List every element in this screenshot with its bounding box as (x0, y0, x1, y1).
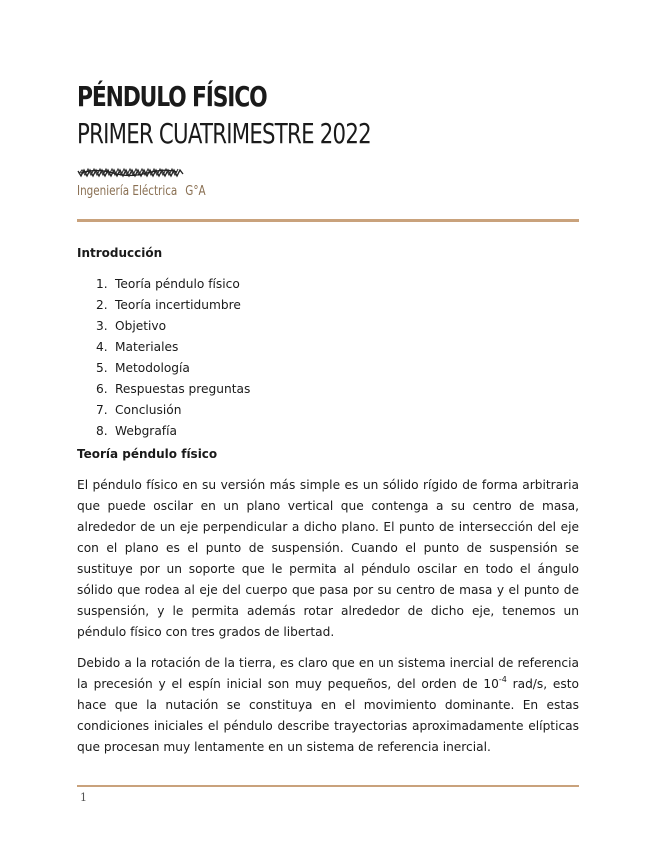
toc-item-number: 5. (96, 361, 108, 375)
introduction-heading: Introducción (77, 246, 163, 260)
toc-item (96, 400, 579, 421)
theory-heading: Teoría péndulo físico (77, 447, 218, 461)
redaction-scribble-icon (77, 165, 185, 179)
exponent: -4 (498, 674, 507, 684)
toc-item (96, 337, 579, 358)
toc-item-label: Objetivo (115, 319, 167, 333)
toc-item-number: 3. (96, 319, 108, 333)
toc-item (96, 421, 579, 442)
page-title: PÉNDULO FÍSICO (77, 80, 267, 113)
paragraph-text: Debido a la rotación de la tierra, es claro que en un sistema inercial de referencia la precesión y el espín inicial son muy pequeños, del orden de 10 (77, 656, 579, 691)
theory-paragraph-2 (77, 653, 579, 758)
toc-item-number: 7. (96, 403, 108, 417)
toc-item-label: Respuestas preguntas (115, 382, 251, 396)
toc-item-number: 2. (96, 298, 108, 312)
footer-divider (77, 785, 579, 787)
toc-item-label: Conclusión (115, 403, 182, 417)
toc-item-number: 8. (96, 424, 108, 438)
toc-item-label: Teoría incertidumbre (115, 298, 241, 312)
toc-item-label: Materiales (115, 340, 179, 354)
page-number: 1 (80, 791, 87, 804)
toc-item (96, 379, 579, 400)
toc-item (96, 295, 579, 316)
theory-paragraph-1: El péndulo físico en su versión más simple es un sólido rígido de forma arbitraria que puede oscilar en un plano vertical que contenga a su centro de masa, alrededor de un eje perpendicular a dicho plano. El punto de intersección del eje con el plano es el punto de suspensión. Cuando el punto de suspensión se sustituye por un soporte que le permita al péndulo oscilar en todo el ángulo sólido que rodea al eje del cuerpo que pasa por su centro de masa y el punto de suspensión, y le permita además rotar alrededor de dicho eje, tenemos un péndulo físico con tres grados de libertad. (77, 478, 579, 639)
toc-item-label: Metodología (115, 361, 190, 375)
toc-item-label: Webgrafía (115, 424, 177, 438)
toc-item-number: 4. (96, 340, 108, 354)
document-body (77, 243, 579, 758)
group-label: G°A (185, 184, 206, 199)
degree-label: Ingeniería Eléctrica (77, 184, 178, 199)
author-name-redacted (77, 165, 185, 179)
toc-item (96, 316, 579, 337)
toc-item (96, 358, 579, 379)
toc-item (96, 274, 579, 295)
toc-item-number: 1. (96, 277, 108, 291)
page-subtitle: PRIMER CUATRIMESTRE 2022 (77, 117, 371, 150)
toc-item-number: 6. (96, 382, 108, 396)
header-divider (77, 219, 579, 222)
toc-item-label: Teoría péndulo físico (115, 277, 240, 291)
table-of-contents (77, 274, 579, 442)
course-info (77, 184, 206, 200)
paragraph-text: rad/s, esto hace que la nutación se constituya en el movimiento dominante. En estas condiciones iniciales el péndulo describe trayectorias aproximadamente elípticas que procesan muy lentamente en un sistema de referencia inercial. (77, 677, 579, 754)
